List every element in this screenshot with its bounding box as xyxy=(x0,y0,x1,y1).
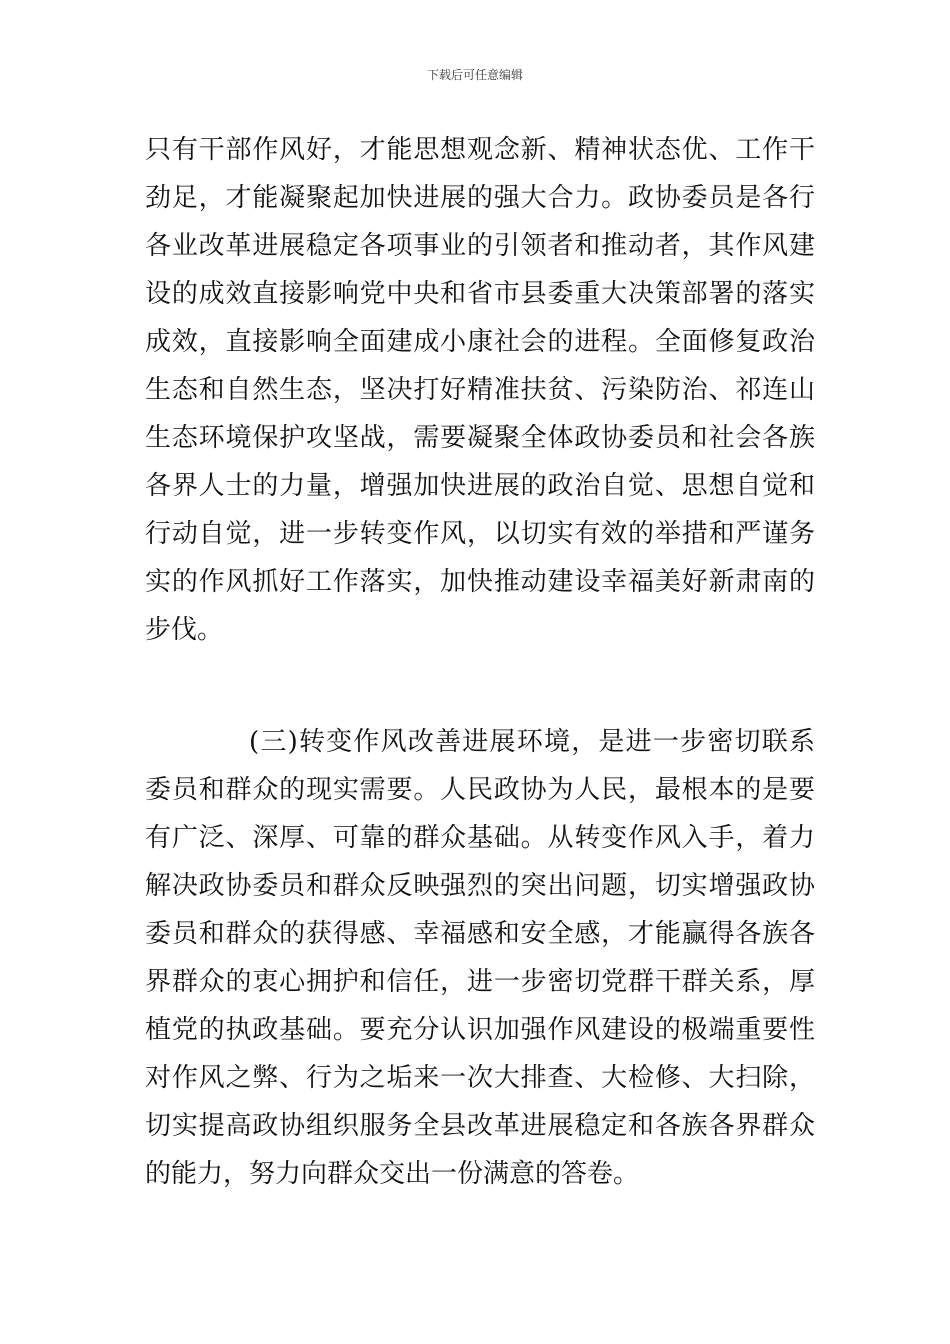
paragraph-line: 生态和自然生态，坚决打好精准扶贫、污染防治、祁连山 xyxy=(145,375,815,405)
paragraph-line: 步伐。 xyxy=(145,615,224,645)
paragraph-line: 的能力，努力向群众交出一份满意的答卷。 xyxy=(145,1159,640,1189)
paragraph-line: 只有干部作风好，才能思想观念新、精神状态优、工作干 xyxy=(145,135,815,165)
paragraph-line: 生态环境保护攻坚战，需要凝聚全体政协委员和社会各族 xyxy=(145,423,815,453)
paragraph-line: 实的作风抓好工作落实，加快推动建设幸福美好新肃南的 xyxy=(145,567,815,597)
section-heading-line: (三)转变作风改善进展环境，是进一步密切联系 xyxy=(249,727,815,757)
paragraph-line: 设的成效直接影响党中央和省市县委重大决策部署的落实 xyxy=(145,279,815,309)
paragraph-line: 委员和群众的获得感、幸福感和安全感，才能赢得各族各 xyxy=(145,919,815,949)
paragraph-line: 有广泛、深厚、可靠的群众基础。从转变作风入手，着力 xyxy=(145,823,815,853)
paragraph-2 xyxy=(145,718,815,1198)
paragraph-line: 委员和群众的现实需要。人民政协为人民，最根本的是要 xyxy=(145,775,815,805)
header-note: 下载后可任意编辑 xyxy=(426,68,523,82)
paragraph-line: 劲足，才能凝聚起加快进展的强大合力。政协委员是各行 xyxy=(145,183,815,213)
paragraph-line: 解决政协委员和群众反映强烈的突出问题，切实增强政协 xyxy=(145,871,815,901)
paragraph-line: 界群众的衷心拥护和信任，进一步密切党群干群关系，厚 xyxy=(145,967,815,997)
paragraph-line: 成效，直接影响全面建成小康社会的进程。全面修复政治 xyxy=(145,327,815,357)
paragraph-1 xyxy=(145,126,815,654)
paragraph-line: 各界人士的力量，增强加快进展的政治自觉、思想自觉和 xyxy=(145,471,815,501)
paragraph-line: 切实提高政协组织服务全县改革进展稳定和各族各界群众 xyxy=(145,1111,815,1141)
paragraph-line: 对作风之弊、行为之垢来一次大排查、大检修、大扫除， xyxy=(145,1063,815,1093)
paragraph-line: 植党的执政基础。要充分认识加强作风建设的极端重要性 xyxy=(145,1015,815,1045)
paragraph-line: 各业改革进展稳定各项事业的引领者和推动者，其作风建 xyxy=(145,231,815,261)
paragraph-line: 行动自觉，进一步转变作风，以切实有效的举措和严谨务 xyxy=(145,519,815,549)
